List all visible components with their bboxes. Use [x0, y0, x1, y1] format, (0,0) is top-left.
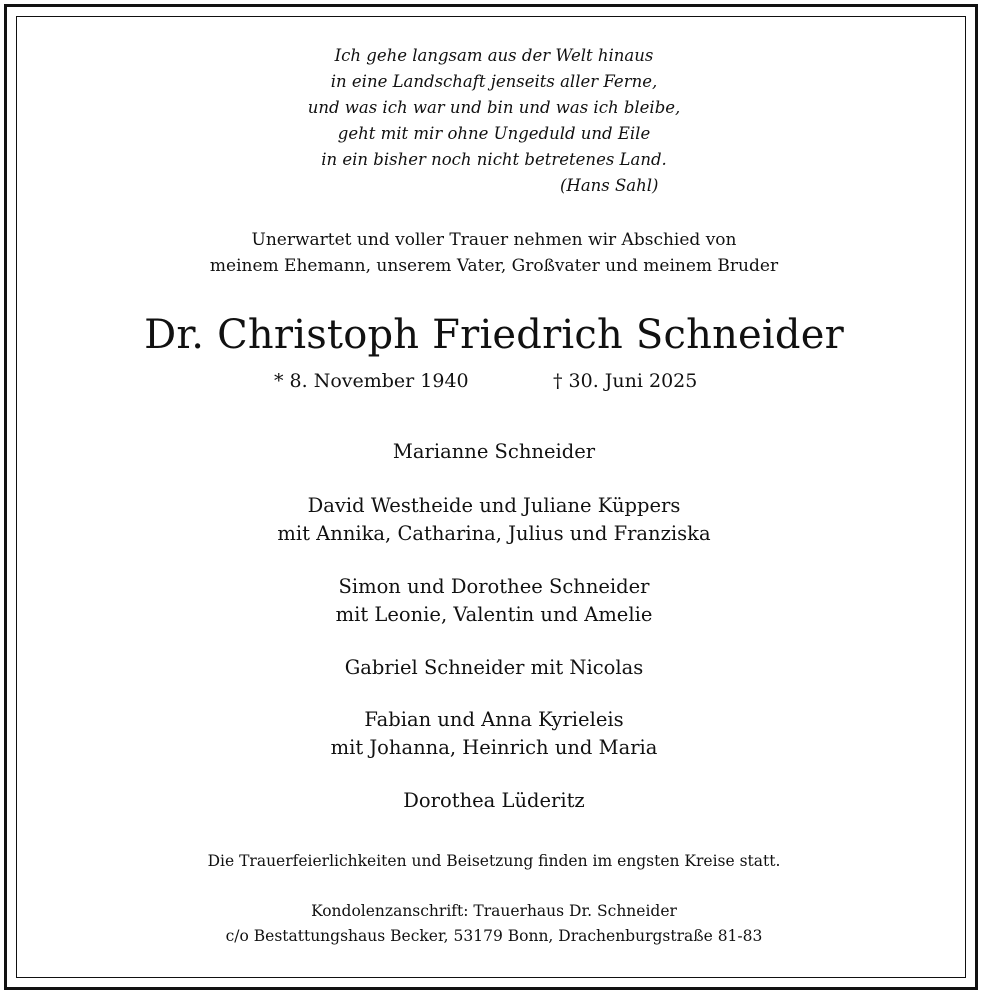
- mourner-line: mit Annika, Catharina, Julius und Franziska: [277, 522, 711, 545]
- mourner-line: Simon und Dorothee Schneider: [338, 575, 650, 598]
- mourner-line: Marianne Schneider: [392, 440, 596, 463]
- poem-line: in ein bisher noch nicht betretenes Land.: [321, 150, 667, 169]
- poem-author: (Hans Sahl): [560, 176, 659, 195]
- poem-line: geht mit mir ohne Ungeduld und Eile: [337, 124, 651, 143]
- mourner-line: Fabian und Anna Kyrieleis: [364, 708, 624, 731]
- intro-line: Unerwartet und voller Trauer nehmen wir Abschied von: [251, 230, 737, 250]
- death-date-group: [553, 370, 697, 392]
- funeral-notice: Die Trauerfeierlichkeiten und Beisetzung finden im engsten Kreise statt.: [207, 852, 781, 870]
- cross-icon: †: [553, 370, 563, 392]
- birth-date: * 8. November 1940: [274, 370, 469, 392]
- poem-line: Ich gehe langsam aus der Welt hinaus: [334, 46, 654, 65]
- death-date: 30. Juni 2025: [568, 370, 698, 392]
- poem-line: in eine Landschaft jenseits aller Ferne,: [330, 72, 658, 91]
- mourner-line: Gabriel Schneider mit Nicolas: [344, 656, 644, 679]
- poem-line: und was ich war und bin und was ich bleibe,: [307, 98, 681, 117]
- deceased-name: Dr. Christoph Friedrich Schneider: [144, 312, 844, 358]
- intro-line: meinem Ehemann, unserem Vater, Großvater und meinem Bruder: [209, 256, 779, 276]
- mourner-line: David Westheide und Juliane Küppers: [307, 494, 681, 517]
- condolence-line: c/o Bestattungshaus Becker, 53179 Bonn, Drachenburgstraße 81-83: [225, 927, 763, 945]
- mourner-line: Dorothea Lüderitz: [403, 789, 585, 812]
- mourner-line: mit Leonie, Valentin und Amelie: [335, 603, 653, 626]
- mourner-line: mit Johanna, Heinrich und Maria: [330, 736, 658, 759]
- condolence-line: Kondolenzanschrift: Trauerhaus Dr. Schneider: [311, 902, 677, 920]
